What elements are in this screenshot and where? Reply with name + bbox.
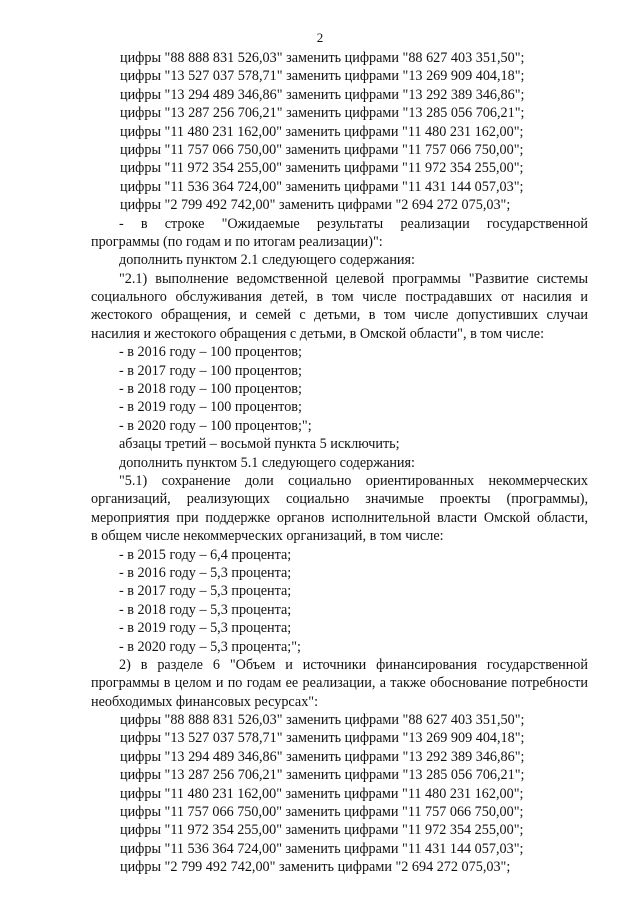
replace-line: цифры "13 287 256 706,21" заменить цифрами "13 285 056 706,21"; — [120, 767, 525, 784]
row-section-line: программы (по годам и по итогам реализации)": — [91, 233, 383, 250]
item-51-line: организаций, реализующих социально значимые проекты (программы), — [91, 491, 588, 508]
year-line: - в 2020 году – 100 процентов;"; — [119, 417, 312, 434]
year-line: - в 2016 году – 5,3 процента; — [119, 564, 292, 581]
exclude-line: абзацы третий – восьмой пункта 5 исключить; — [119, 436, 400, 453]
year-line: - в 2017 году – 100 процентов; — [119, 362, 302, 379]
replace-line: цифры "11 536 364 724,00" заменить цифрами "11 431 144 057,03"; — [120, 178, 524, 195]
add-item-line: дополнить пунктом 2.1 следующего содержания: — [119, 252, 415, 269]
replace-line: цифры "13 294 489 346,86" заменить цифрами "13 292 389 346,86"; — [120, 86, 525, 103]
item-51-line: мероприятия при поддержке органов исполнительной власти Омской области, — [91, 509, 588, 526]
year-line: - в 2018 году – 100 процентов; — [119, 381, 302, 398]
replace-line: цифры "13 527 037 578,71" заменить цифрами "13 269 909 404,18"; — [120, 730, 525, 747]
row-section-line: - в строке "Ожидаемые результаты реализации государственной — [119, 215, 588, 232]
replace-line: цифры "2 799 492 742,00" заменить цифрами "2 694 272 075,03"; — [120, 197, 511, 214]
year-line: - в 2019 году – 100 процентов; — [119, 399, 302, 416]
add-item-line: дополнить пунктом 5.1 следующего содержания: — [119, 454, 415, 471]
item-21-line: "2.1) выполнение ведомственной целевой программы "Развитие системы — [119, 270, 588, 287]
year-line: - в 2018 году – 5,3 процента; — [119, 601, 292, 618]
page-number: 2 — [316, 30, 324, 45]
item-21-line: жестокого обращения, и семей с детьми, в том числе допустивших случаи — [91, 307, 588, 324]
replace-line: цифры "11 536 364 724,00" заменить цифрами "11 431 144 057,03"; — [120, 840, 524, 857]
replace-line: цифры "13 287 256 706,21" заменить цифрами "13 285 056 706,21"; — [120, 105, 525, 122]
replace-line: цифры "11 757 066 750,00" заменить цифрами "11 757 066 750,00"; — [120, 804, 524, 821]
year-line: - в 2019 году – 5,3 процента; — [119, 620, 292, 637]
replace-line: цифры "11 972 354 255,00" заменить цифрами "11 972 354 255,00"; — [120, 822, 524, 839]
item-51-line: "5.1) сохранение доли социально ориентированных некоммерческих — [119, 472, 588, 489]
replace-line: цифры "11 972 354 255,00" заменить цифрами "11 972 354 255,00"; — [120, 160, 524, 177]
year-line: - в 2020 году – 5,3 процента;"; — [119, 638, 301, 655]
replace-line: цифры "88 888 831 526,03" заменить цифрами "88 627 403 351,50"; — [120, 712, 525, 729]
replace-line: цифры "88 888 831 526,03" заменить цифрами "88 627 403 351,50"; — [120, 50, 525, 66]
replace-line: цифры "13 294 489 346,86" заменить цифрами "13 292 389 346,86"; — [120, 748, 525, 765]
replace-line: цифры "11 480 231 162,00" заменить цифрами "11 480 231 162,00"; — [120, 785, 524, 802]
replace-line: цифры "2 799 492 742,00" заменить цифрами "2 694 272 075,03"; — [120, 859, 511, 876]
year-line: - в 2015 году – 6,4 процента; — [119, 546, 292, 563]
replace-line: цифры "11 480 231 162,00" заменить цифрами "11 480 231 162,00"; — [120, 123, 524, 140]
year-line: - в 2017 году – 5,3 процента; — [119, 583, 292, 600]
replace-line: цифры "11 757 066 750,00" заменить цифрами "11 757 066 750,00"; — [120, 141, 524, 158]
section-6-line: 2) в разделе 6 "Объем и источники финансирования государственной — [119, 656, 588, 673]
item-51-line: в общем числе некоммерческих организаций, в том числе: — [91, 528, 444, 545]
replace-line: цифры "13 527 037 578,71" заменить цифрами "13 269 909 404,18"; — [120, 68, 525, 85]
document-body — [0, 49, 640, 877]
section-6-line: программы в целом и по годам ее реализации, а также обоснование потребности — [91, 675, 588, 692]
year-line: - в 2016 году – 100 процентов; — [119, 344, 302, 361]
item-21-line: насилия и жестокого обращения с детьми, в Омской области", в том числе: — [91, 325, 545, 342]
item-21-line: социального обслуживания детей, в том числе пострадавших от насилия и — [91, 289, 588, 306]
section-6-line: необходимых финансовых ресурсах": — [91, 693, 319, 710]
